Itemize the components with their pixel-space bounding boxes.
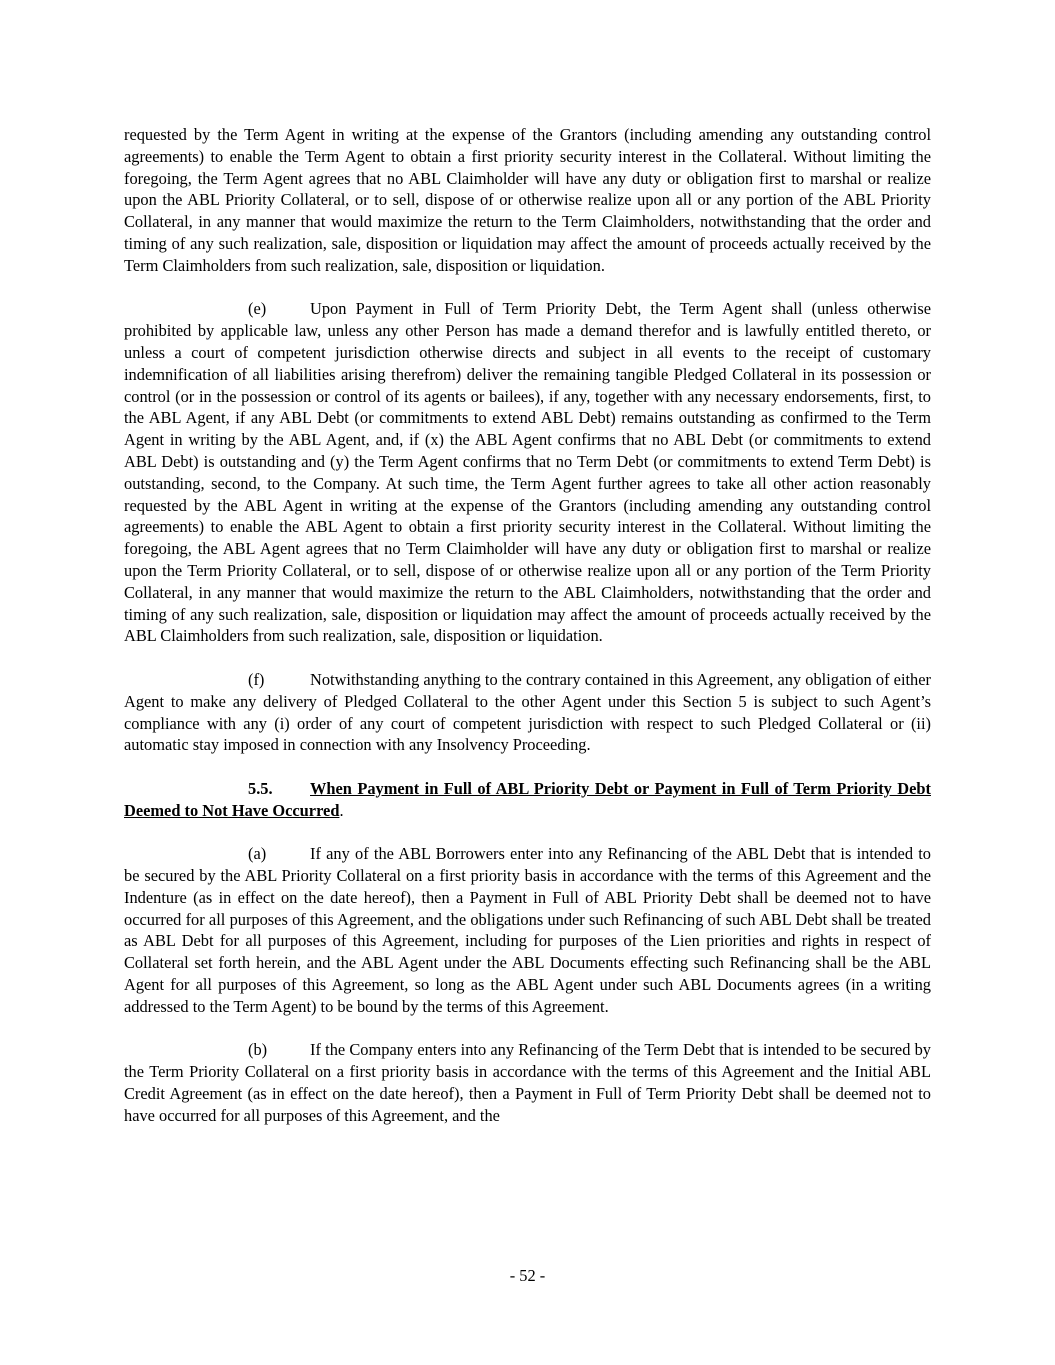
paragraph-b xyxy=(124,1039,931,1126)
paragraph-f xyxy=(124,669,931,756)
page-number: - 52 - xyxy=(509,1266,546,1285)
clause-label-b: (b) xyxy=(248,1040,268,1060)
section-title: When Payment in Full of ABL Priority Debt or Payment in Full of Term Priority Debt Deemed to Not Have Occurred xyxy=(124,778,931,820)
clause-text-e: Upon Payment in Full of Term Priority Debt, the Term Agent shall (unless otherwise prohibited by applicable law, unless any other Person has made a demand therefor and is lawfully entitled thereto, or unless a court of competent jurisdiction otherwise directs and subject in all events to the receipt of customary indemnification of all liabilities arising therefrom) deliver the remaining tangible Pledged Collateral in its possession or control (or in the possession or control of its agents or bailees), if any, together with any necessary endorsements, first, to the ABL Agent, if any ABL Debt (or commitments to extend ABL Debt) remains outstanding as confirmed to the Term Agent in writing by the ABL Agent, and, if (x) the ABL Agent confirms that no ABL Debt (or commitments to extend ABL Debt) is outstanding and (y) the Term Agent confirms that no Term Debt (or commitments to extend Term Debt) is outstanding, second, to the Company. At such time, the Term Agent further agrees to take all other action reasonably requested by the ABL Agent in writing at the expense of the Grantors (including amending any outstanding control agreements) to enable the ABL Agent to obtain a first priority security interest in the Collateral. Without limiting the foregoing, the ABL Agent agrees that no Term Claimholder will have any duty or obligation first to marshal or realize upon the Term Priority Collateral, or to sell, dispose of or otherwise realize upon all or any portion of the Term Priority Collateral, in any manner that would maximize the return to the ABL Claimholders, notwithstanding that the order and timing of any such realization, sale, disposition or liquidation may affect the amount of proceeds actually received by the ABL Claimholders from such realization, sale, disposition or liquidation. xyxy=(124,299,931,646)
clause-text-f: Notwithstanding anything to the contrary contained in this Agreement, any obligation of either Agent to make any delivery of Pledged Collateral to the other Agent under this Section 5 is subject to such Agent’s compliance with any (i) order of any court of competent jurisdiction with respect to such Pledged Collateral or (ii) automatic stay imposed in connection with any Insolvency Proceeding. xyxy=(124,669,931,755)
paragraph-continuation: requested by the Term Agent in writing at the expense of the Grantors (including amending any outstanding control agreements) to enable the Term Agent to obtain a first priority security interest in the Collateral. Without limiting the foregoing, the Term Agent agrees that no ABL Claimholder will have any duty or obligation first to marshal or realize upon the ABL Priority Collateral, or to sell, dispose of or otherwise realize upon all or any portion of the ABL Priority Collateral, in any manner that would maximize the return to the Term Claimholders, notwithstanding that the order and timing of any such realization, sale, disposition or liquidation may affect the amount of proceeds actually received by the Term Claimholders from such realization, sale, disposition or liquidation. xyxy=(124,125,931,275)
clause-label-a: (a) xyxy=(248,844,267,864)
clause-text-a: If any of the ABL Borrowers enter into any Refinancing of the ABL Debt that is intended to be secured by the ABL Priority Collateral on a first priority basis in accordance with the terms of this Agreement and the Indenture (as in effect on the date hereof), then a Payment in Full of ABL Priority Debt shall be deemed not to have occurred for all purposes of this Agreement, and the obligations under such Refinancing of such ABL Debt shall be treated as ABL Debt for all purposes of this Agreement, including for purposes of the Lien priorities and rights in respect of Collateral set forth herein, and the ABL Agent under the ABL Documents effecting such Refinancing shall be the ABL Agent for all purposes of this Agreement, so long as the ABL Agent under such ABL Documents agrees (in a writing addressed to the Term Agent) to be bound by the terms of this Agreement. xyxy=(124,844,931,1016)
paragraph-a xyxy=(124,843,931,1017)
clause-label-e: (e) xyxy=(248,299,267,319)
document-page xyxy=(124,124,931,1148)
section-number: 5.5. xyxy=(248,778,273,798)
clause-text-b: If the Company enters into any Refinancing of the Term Debt that is intended to be secured by the Term Priority Collateral on a first priority basis in accordance with the terms of this Agreement and the Initial ABL Credit Agreement (as in effect on the date hereof), then a Payment in Full of Term Priority Debt shall be deemed not to have occurred for all purposes of this Agreement, and the xyxy=(124,1040,931,1125)
clause-label-f: (f) xyxy=(248,669,265,689)
section-period: . xyxy=(339,800,344,820)
paragraph-e xyxy=(124,298,931,647)
section-heading xyxy=(124,778,931,822)
